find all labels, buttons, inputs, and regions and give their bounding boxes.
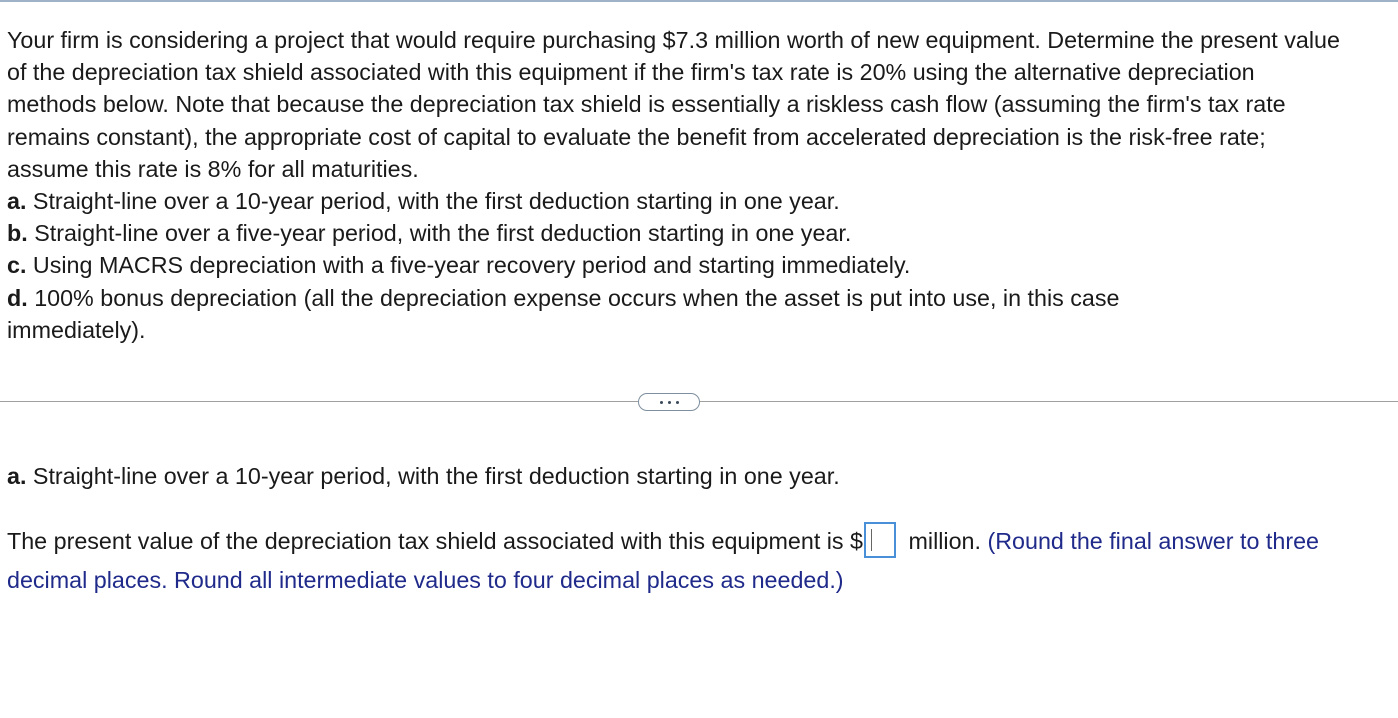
part-a-text: Straight-line over a 10-year period, with the first deduction starting in one year.: [26, 188, 840, 215]
current-part-letter: a.: [7, 463, 27, 489]
problem-part-b: [7, 217, 1392, 249]
rounding-hint: (Round the final answer to three decimal places. Round all intermediate values to four decimal places as needed.): [7, 528, 1319, 593]
part-d-letter: d.: [7, 284, 28, 311]
answer-prompt: The present value of the depreciation tax shield associated with this equipment is $: [7, 528, 864, 554]
expand-more-button[interactable]: [638, 393, 700, 411]
answer-input[interactable]: [864, 522, 896, 558]
current-part-heading: [7, 460, 840, 492]
part-c-letter: c.: [7, 252, 27, 279]
text-caret: [871, 529, 872, 551]
ellipsis-icon: [668, 401, 671, 404]
part-c-text: Using MACRS depreciation with a five-year recovery period and starting immediately.: [26, 252, 911, 279]
answer-question: [7, 522, 1392, 600]
problem-statement: [7, 24, 1392, 346]
current-part-text: Straight-line over a 10-year period, with the first deduction starting in one year.: [26, 463, 840, 489]
part-b-text: Straight-line over a five-year period, with the first deduction starting in one year.: [27, 220, 852, 247]
part-b-letter: b.: [7, 220, 28, 247]
problem-part-a: [7, 185, 1392, 217]
top-rule: [0, 0, 1398, 2]
problem-part-c: [7, 249, 1392, 281]
problem-intro: Your firm is considering a project that would require purchasing $7.3 million worth of new equipment. Determine the present value of the depreciation tax shield associated with this equipment if the firm's tax rate is 20% using the alternative depreciation methods below. Note that because the depreciation tax shield is essentially a riskless cash flow (assuming the firm's tax rate remains constant), the appropriate cost of capital to evaluate the benefit from accelerated depreciation is the risk-free rate; assume this rate is 8% for all maturities.: [7, 27, 1340, 182]
part-a-letter: a.: [7, 188, 27, 215]
part-d-text: 100% bonus depreciation (all the depreciation expense occurs when the asset is put into use, in this case immediately).: [7, 284, 1120, 343]
answer-unit: million.: [902, 528, 981, 554]
problem-part-d: [7, 282, 1197, 346]
ellipsis-icon: [676, 401, 679, 404]
ellipsis-icon: [660, 401, 663, 404]
